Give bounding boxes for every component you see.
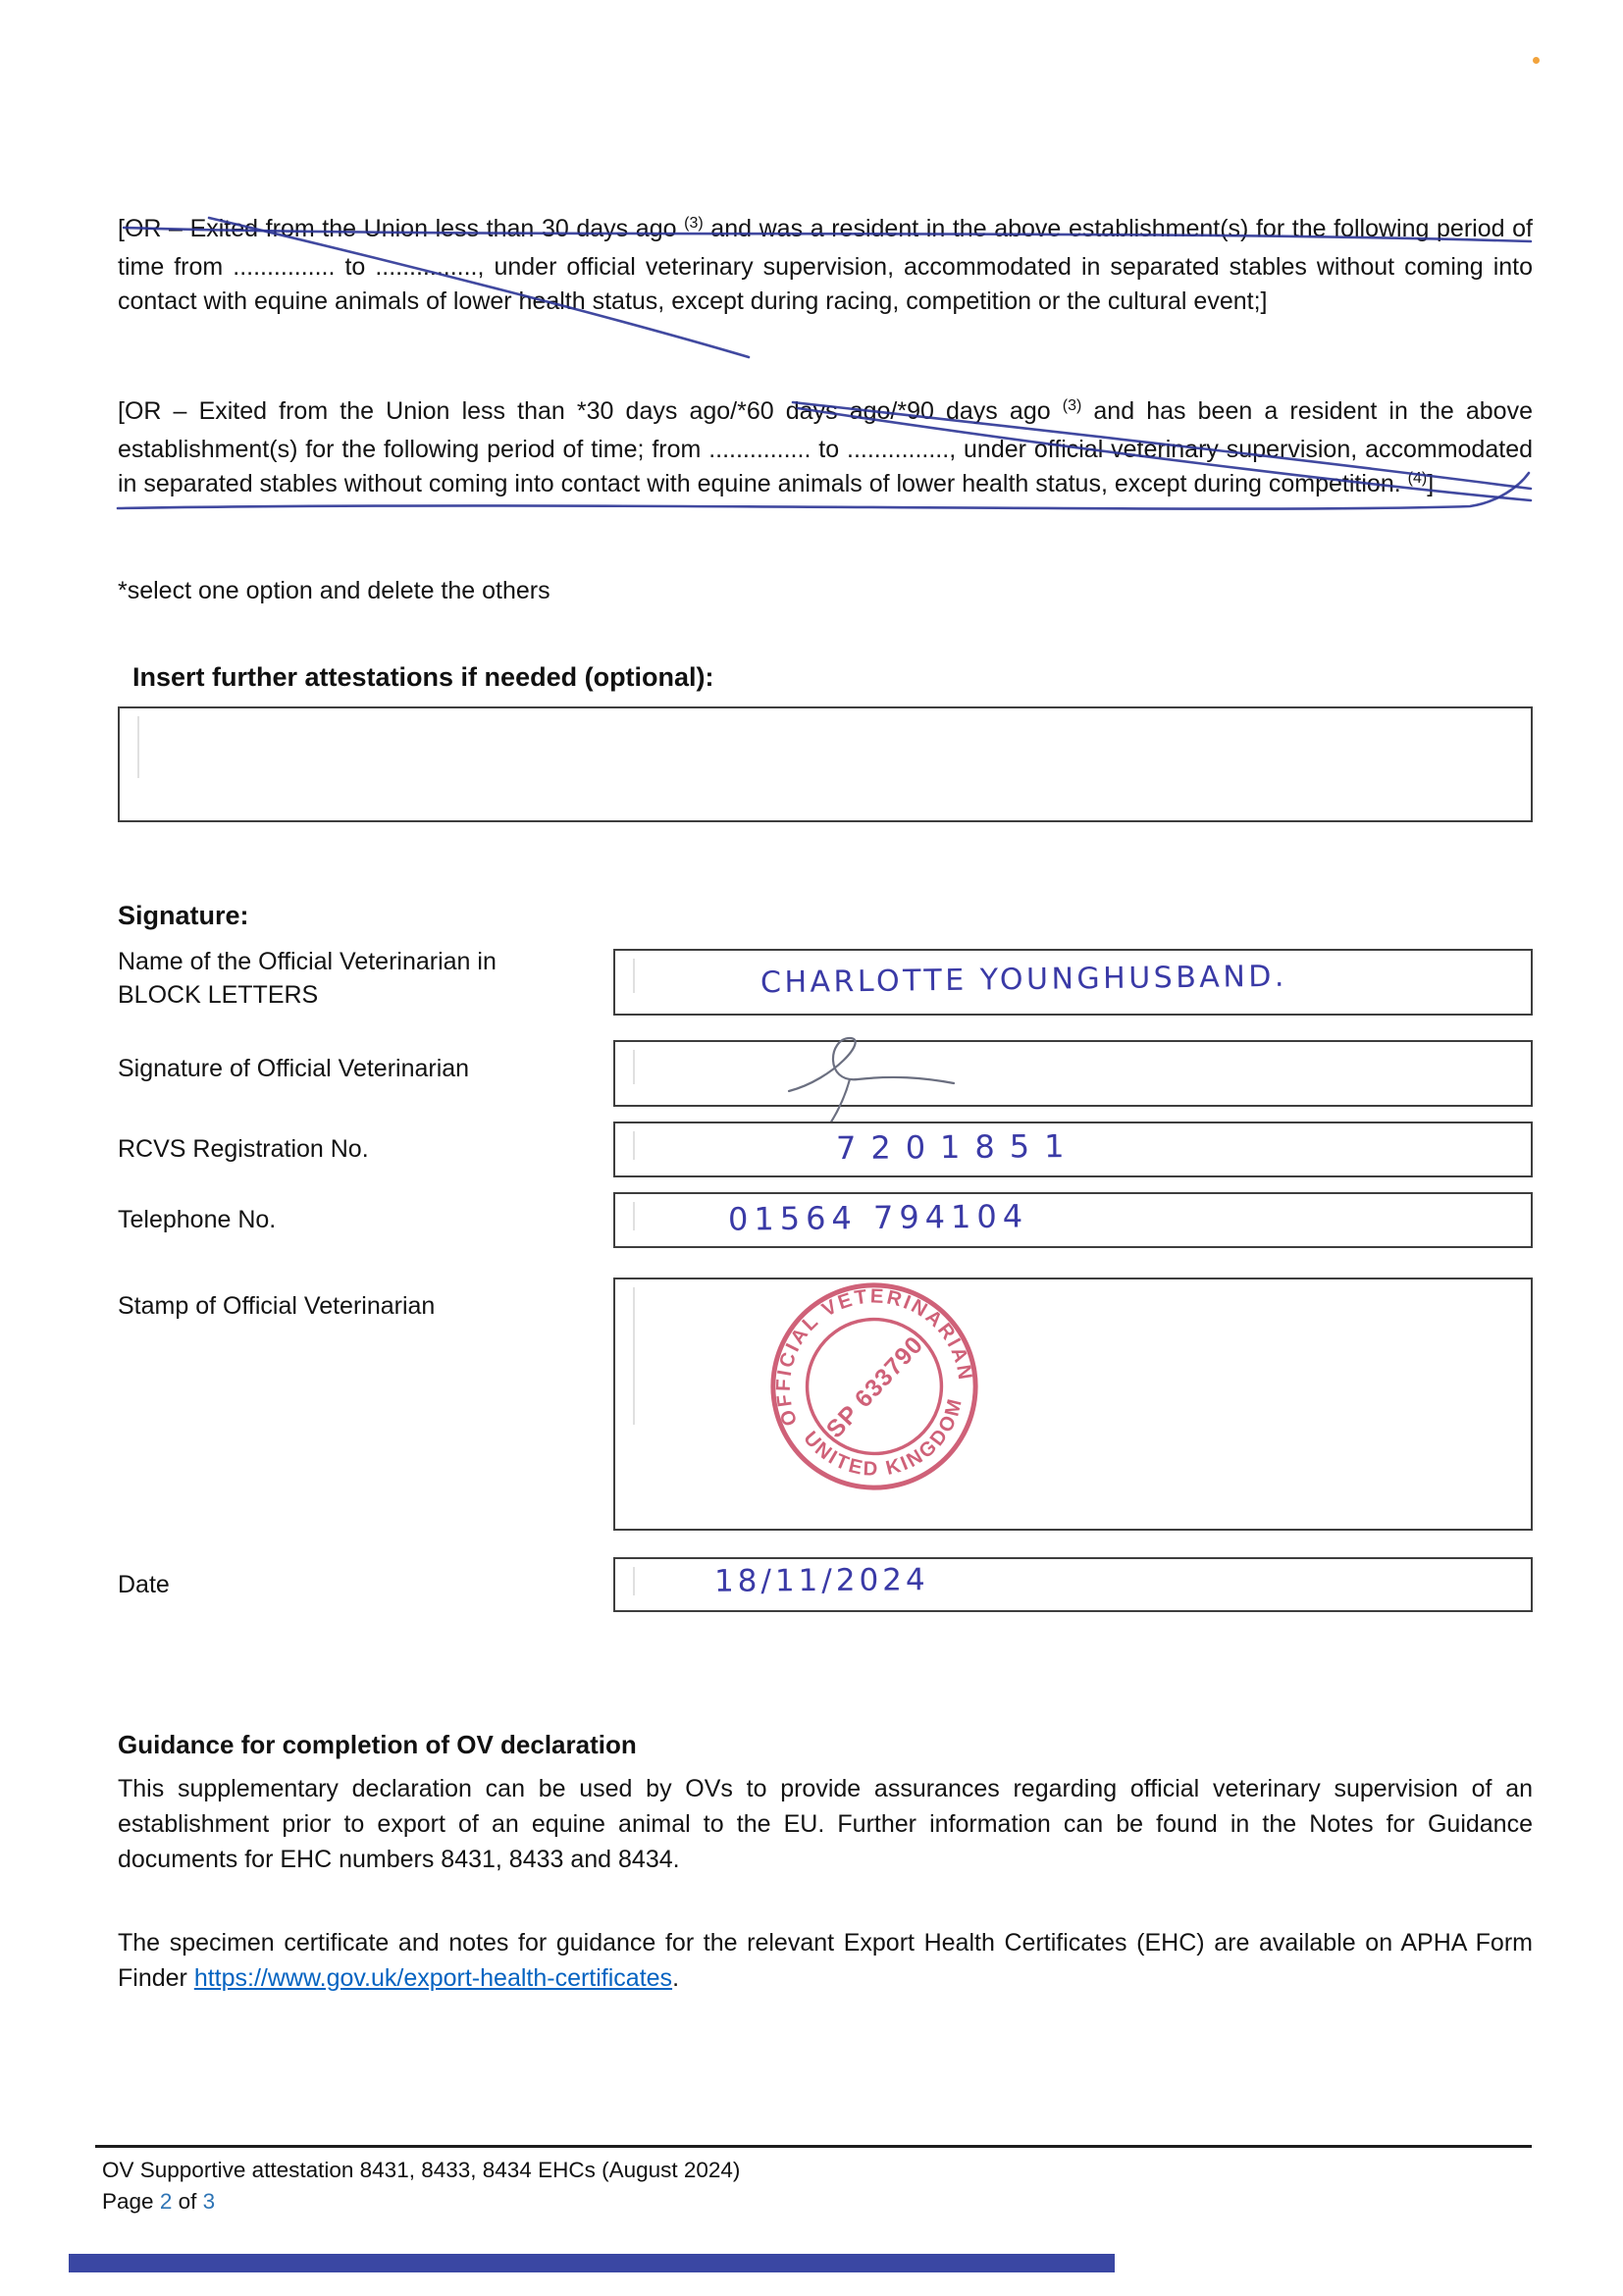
- footer-document-title: OV Supportive attestation 8431, 8433, 8434 EHCs (August 2024): [102, 2158, 741, 2182]
- footer-page-word: Page: [102, 2189, 160, 2214]
- footer: [102, 2155, 740, 2218]
- signature-heading: Signature:: [118, 901, 249, 930]
- footer-page-indicator: [102, 2186, 740, 2218]
- footnote-ref-4: (4): [1407, 470, 1428, 487]
- stamp-center-text: SP 633790: [821, 1331, 929, 1444]
- option2-paragraph: [118, 394, 1533, 505]
- option2-text-post: ]: [1427, 470, 1435, 497]
- telephone-handwritten-value: 01564 794104: [727, 1197, 1029, 1238]
- date-handwritten-value: 18/11/2024: [713, 1562, 929, 1599]
- stamp-label: Stamp of Official Veterinarian: [118, 1292, 436, 1320]
- option2-text-pre: [OR – Exited from the Union less than *30 days ago/*60 days ago/*90 days ago: [118, 397, 1063, 425]
- stamp-arc-top-text: OFFICIAL VETERINARIAN: [772, 1285, 976, 1429]
- footer-of-word: of: [172, 2189, 203, 2214]
- footer-page-total: 3: [202, 2189, 216, 2214]
- attestations-entry-box: [118, 706, 1533, 822]
- footer-divider: [95, 2145, 1532, 2148]
- select-option-note: *select one option and delete the others: [118, 577, 550, 604]
- rcvs-label: RCVS Registration No.: [118, 1135, 369, 1163]
- option1-text-pre: [OR – Exited from the Union less than 30 days ago: [118, 215, 685, 242]
- name-label: Name of the Official Veterinarian in BLOCK LETTERS: [118, 948, 497, 1009]
- option2-text-mid: and has been a resident in the above establishment(s) for the following period of time; from ............... to ..............., under official veterinary supervision, accommodated in separated stables without coming into contact with equine animals of lower health status, except during competition.: [118, 397, 1533, 497]
- date-label: Date: [118, 1571, 170, 1598]
- footer-page-number: 2: [159, 2189, 173, 2214]
- attestations-heading: Insert further attestations if needed (optional):: [132, 662, 714, 692]
- stamp-arc-bottom-text: UNITED KINGDOM: [799, 1394, 968, 1481]
- guidance-heading: Guidance for completion of OV declaration: [118, 1730, 637, 1759]
- name-handwritten-value: CHARLOTTE YOUNGHUSBAND.: [759, 959, 1288, 1001]
- signature-field-box: [613, 1040, 1533, 1107]
- guidance-paragraph-1: This supplementary declaration can be used by OVs to provide assurances regarding official veterinary supervision of an establishment prior to export of an equine animal to the EU. Further information can be found in the Notes for Guidance documents for EHC numbers 8431, 8433 and 8434.: [118, 1775, 1533, 1873]
- footnote-ref-3b: (3): [1062, 397, 1082, 414]
- guidance-paragraph-2: [118, 1925, 1533, 1996]
- signature-label: Signature of Official Veterinarian: [118, 1055, 470, 1082]
- rcvs-handwritten-value: 7201851: [835, 1126, 1079, 1168]
- scan-artifact-dot: [1533, 57, 1540, 64]
- guidance-paragraph-2-period: .: [672, 1964, 680, 1992]
- guidance-paragraph-2-text: The specimen certificate and notes for guidance for the relevant Export Health Certificates (EHC) are available on APHA Form Finder: [118, 1929, 1533, 1992]
- export-health-certificates-link[interactable]: https://www.gov.uk/export-health-certificates: [193, 1964, 673, 1992]
- option1-paragraph: [118, 212, 1533, 320]
- footnote-ref-3: (3): [684, 215, 704, 232]
- telephone-label: Telephone No.: [118, 1206, 277, 1233]
- option1-text-post: and was a resident in the above establishment(s) for the following period of time from ............... to ..............., under official veterinary supervision, accommodated in separated stables without coming into contact with equine animals of lower health status, except during racing, competition or the cultural event;]: [118, 215, 1533, 315]
- svg-text:UNITED KINGDOM: [797, 1390, 981, 1498]
- scan-artifact-blue-bar: [69, 2254, 1115, 2272]
